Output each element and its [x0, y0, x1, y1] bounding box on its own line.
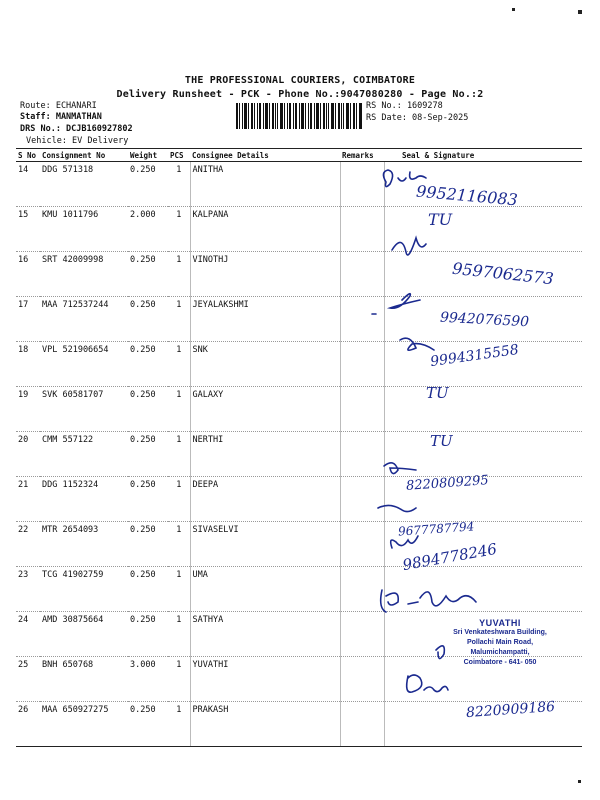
handwritten-phone: 9677787794 [397, 519, 475, 539]
row-consignee: GALAXY [190, 387, 340, 432]
row-sno: 21 [16, 477, 40, 522]
row-pcs: 1 [168, 297, 190, 342]
table-row [16, 207, 582, 252]
row-sno: 22 [16, 522, 40, 567]
row-pcs: 1 [168, 252, 190, 297]
row-consignment: MAA 650927275 [40, 702, 128, 747]
row-remarks [340, 342, 384, 387]
row-weight: 0.250 [128, 162, 168, 207]
barcode [236, 103, 362, 129]
row-pcs: 1 [168, 612, 190, 657]
row-remarks [340, 612, 384, 657]
rs-date: RS Date: 08-Sep-2025 [366, 113, 469, 123]
row-consignee: VINOTHJ [190, 252, 340, 297]
row-consignee: SNK [190, 342, 340, 387]
col-weight: Weight [128, 149, 168, 162]
delivery-stamp [430, 618, 570, 668]
row-consignment: TCG 41902759 [40, 567, 128, 612]
row-sno: 18 [16, 342, 40, 387]
row-remarks [340, 387, 384, 432]
row-weight: 0.250 [128, 612, 168, 657]
row-pcs: 1 [168, 432, 190, 477]
table-row [16, 387, 582, 432]
handwritten-phone: 8220909186 [465, 698, 556, 722]
handwritten-mark: TU [430, 432, 453, 450]
row-signature [384, 567, 582, 612]
table-row [16, 432, 582, 477]
row-weight: 0.250 [128, 252, 168, 297]
scan-speck [578, 780, 581, 783]
route-label: Route: ECHANARI [20, 101, 97, 111]
row-sno: 19 [16, 387, 40, 432]
stamp-line: Coimbatore - 641- 050 [463, 659, 537, 666]
row-remarks [340, 432, 384, 477]
row-consignment: SVK 60581707 [40, 387, 128, 432]
row-consignee: ANITHA [190, 162, 340, 207]
row-remarks [340, 477, 384, 522]
row-weight: 0.250 [128, 567, 168, 612]
handwritten-phone: 9942076590 [439, 309, 530, 331]
col-remarks: Remarks [340, 149, 384, 162]
row-pcs: 1 [168, 162, 190, 207]
stamp-line: Pollachi Main Road, [466, 639, 534, 646]
row-weight: 0.250 [128, 342, 168, 387]
handwritten-phone: 9952116083 [415, 181, 519, 210]
row-sno: 20 [16, 432, 40, 477]
row-pcs: 1 [168, 387, 190, 432]
row-weight: 0.250 [128, 387, 168, 432]
row-weight: 3.000 [128, 657, 168, 702]
rs-number: RS No.: 1609278 [366, 101, 443, 111]
scan-speck [578, 10, 582, 14]
vehicle-label: Vehicle: EV Delivery [26, 136, 129, 146]
row-remarks [340, 657, 384, 702]
handwritten-mark: TU [426, 384, 449, 402]
col-consignee: Consignee Details [190, 149, 340, 162]
row-weight: 0.250 [128, 297, 168, 342]
handwritten-phone: 9894778246 [401, 539, 499, 575]
col-sno: S No [16, 149, 40, 162]
handwritten-mark: TU [428, 210, 453, 229]
row-pcs: 1 [168, 207, 190, 252]
row-remarks [340, 207, 384, 252]
row-weight: 0.250 [128, 432, 168, 477]
row-consignee: PRAKASH [190, 702, 340, 747]
stamp-line: Sri Venkateshwara Building, [453, 629, 547, 636]
row-consignee: NERTHI [190, 432, 340, 477]
row-pcs: 1 [168, 342, 190, 387]
row-consignee: JEYALAKSHMI [190, 297, 340, 342]
col-seal-signature: Seal & Signature [384, 149, 582, 162]
table-row [16, 522, 582, 567]
row-signature [384, 207, 582, 252]
table-row [16, 477, 582, 522]
row-weight: 0.250 [128, 702, 168, 747]
row-sno: 16 [16, 252, 40, 297]
row-sno: 14 [16, 162, 40, 207]
row-consignee: DEEPA [190, 477, 340, 522]
row-remarks [340, 567, 384, 612]
row-consignment: BNH 650768 [40, 657, 128, 702]
row-signature [384, 432, 582, 477]
row-remarks [340, 702, 384, 747]
stamp-line: Malumichampatti, [470, 649, 530, 656]
table-header [16, 149, 582, 162]
row-sno: 26 [16, 702, 40, 747]
row-remarks [340, 162, 384, 207]
row-consignment: MAA 712537244 [40, 297, 128, 342]
row-sno: 25 [16, 657, 40, 702]
row-consignment: MTR 2654093 [40, 522, 128, 567]
staff-label: Staff: MANMATHAN [20, 112, 102, 122]
row-sno: 15 [16, 207, 40, 252]
row-consignment: DDG 571318 [40, 162, 128, 207]
row-consignee: KALPANA [190, 207, 340, 252]
row-consignment: CMM 557122 [40, 432, 128, 477]
row-weight: 2.000 [128, 207, 168, 252]
row-consignment: KMU 1011796 [40, 207, 128, 252]
row-signature [384, 387, 582, 432]
row-consignee: YUVATHI [190, 657, 340, 702]
row-consignment: VPL 521906654 [40, 342, 128, 387]
row-pcs: 1 [168, 567, 190, 612]
row-pcs: 1 [168, 522, 190, 567]
row-remarks [340, 522, 384, 567]
row-pcs: 1 [168, 477, 190, 522]
handwritten-phone: 9597062573 [451, 258, 555, 289]
drs-number: DRS No.: DCJB160927802 [20, 124, 133, 134]
row-remarks [340, 252, 384, 297]
row-consignment: SRT 42009998 [40, 252, 128, 297]
handwritten-phone: 9994315558 [429, 341, 520, 371]
row-pcs: 1 [168, 657, 190, 702]
row-weight: 0.250 [128, 477, 168, 522]
row-consignee: SIVASELVI [190, 522, 340, 567]
row-consignee: SATHYA [190, 612, 340, 657]
handwritten-phone: 8220809295 [405, 473, 490, 494]
col-consignment: Consignment No [40, 149, 128, 162]
row-sno: 24 [16, 612, 40, 657]
row-remarks [340, 297, 384, 342]
scan-speck [512, 8, 515, 11]
row-sno: 23 [16, 567, 40, 612]
row-sno: 17 [16, 297, 40, 342]
row-consignee: UMA [190, 567, 340, 612]
row-pcs: 1 [168, 702, 190, 747]
company-title: THE PROFESSIONAL COURIERS, COIMBATORE [184, 75, 416, 86]
runsheet-subtitle: Delivery Runsheet - PCK - Phone No.:9047080280 - Page No.:2 [116, 89, 484, 100]
col-pcs: PCS [168, 149, 190, 162]
row-consignment: DDG 1152324 [40, 477, 128, 522]
table-row [16, 567, 582, 612]
row-consignment: AMD 30875664 [40, 612, 128, 657]
row-weight: 0.250 [128, 522, 168, 567]
stamp-name: YUVATHI [479, 618, 521, 628]
